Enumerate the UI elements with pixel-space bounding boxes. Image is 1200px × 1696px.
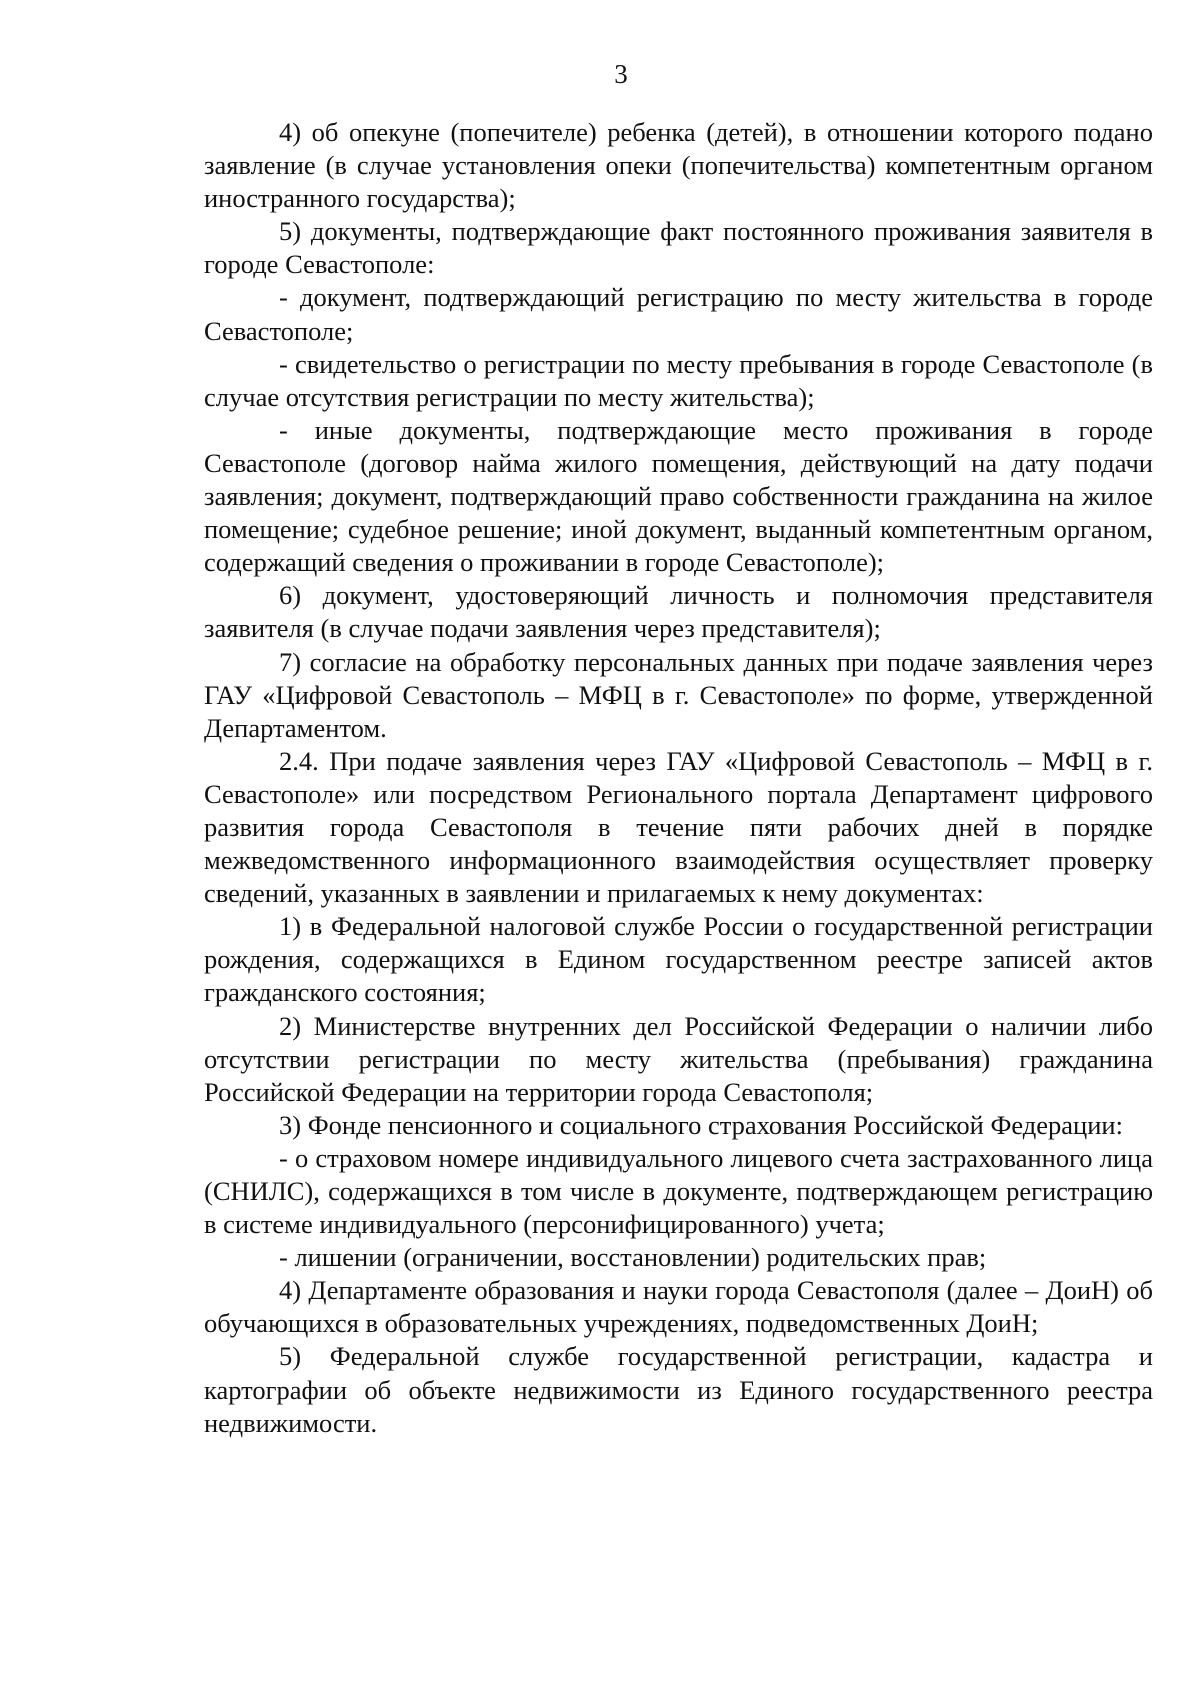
paragraph-interior-ministry: 2) Министерстве внутренних дел Российской Федерации о наличии либо отсутствии регистрации по месту жительства (пребывания) гражданина Российской Федерации на территории города Севастополя; xyxy=(204,1010,1153,1107)
paragraph-registry-service: 5) Федеральной службе государственной регистрации, кадастра и картографии об объекте недвижимости из Единого государственного реестра недвижимости. xyxy=(204,1341,1153,1438)
paragraph-registration-document: - документ, подтверждающий регистрацию по месту жительства в городе Севастополе; xyxy=(204,282,1153,346)
paragraph-education-department: 4) Департаменте образования и науки города Севастополя (далее – ДоиН) об обучающихся в образовательных учреждениях, подведомственных ДоиН; xyxy=(204,1275,1153,1339)
paragraph-tax-service: 1) в Федеральной налоговой службе России о государственной регистрации рождения, содержащихся в Едином государственном реестре записей актов гражданского состояния; xyxy=(204,911,1153,1008)
paragraph-stay-certificate: - свидетельство о регистрации по месту пребывания в городе Севастополе (в случае отсутствия регистрации по месту жительства); xyxy=(204,348,1153,412)
paragraph-parental-rights: - лишении (ограничении, восстановлении) родительских прав; xyxy=(279,1242,987,1273)
paragraph-other-documents: - иные документы, подтверждающие место проживания в городе Севастополе (договор найма жилого помещения, действующий на дату подачи заявления; документ, подтверждающий право собственности гражданина на жилое помещение; судебное решение; иной документ, выданный компетентным органом, содержащий сведения о проживании в городе Севастополе); xyxy=(204,414,1153,578)
paragraph-representative-id: 6) документ, удостоверяющий личность и полномочия представителя заявителя (в случае подачи заявления через представителя); xyxy=(204,580,1153,644)
page-number: 3 xyxy=(614,59,628,89)
paragraph-residence-documents: 5) документы, подтверждающие факт постоянного проживания заявителя в городе Севастополе: xyxy=(204,216,1153,280)
paragraph-guardian-info: 4) об опекуне (попечителе) ребенка (детей), в отношении которого подано заявление (в случае установления опеки (попечительства) компетентным органом иностранного государства); xyxy=(204,117,1153,214)
paragraph-pension-fund: 3) Фонде пенсионного и социального страхования Российской Федерации: xyxy=(279,1109,1123,1140)
paragraph-section-2-4: 2.4. При подаче заявления через ГАУ «Цифровой Севастополь – МФЦ в г. Севастополе» или посредством Регионального портала Департамент цифрового развития города Севастополя в течение пяти рабочих дней в порядке межведомственного информационного взаимодействия осуществляет проверку сведений, указанных в заявлении и прилагаемых к нему документах: xyxy=(204,745,1153,909)
paragraph-data-consent: 7) согласие на обработку персональных данных при подаче заявления через ГАУ «Цифровой Севастополь – МФЦ в г. Севастополе» по форме, утвержденной Департаментом. xyxy=(204,646,1153,743)
paragraph-snils: - о страховом номере индивидуального лицевого счета застрахованного лица (СНИЛС), содержащихся в том числе в документе, подтверждающем регистрацию в системе индивидуального (персонифицированного) учета; xyxy=(204,1142,1153,1240)
document-body xyxy=(204,116,1153,1440)
